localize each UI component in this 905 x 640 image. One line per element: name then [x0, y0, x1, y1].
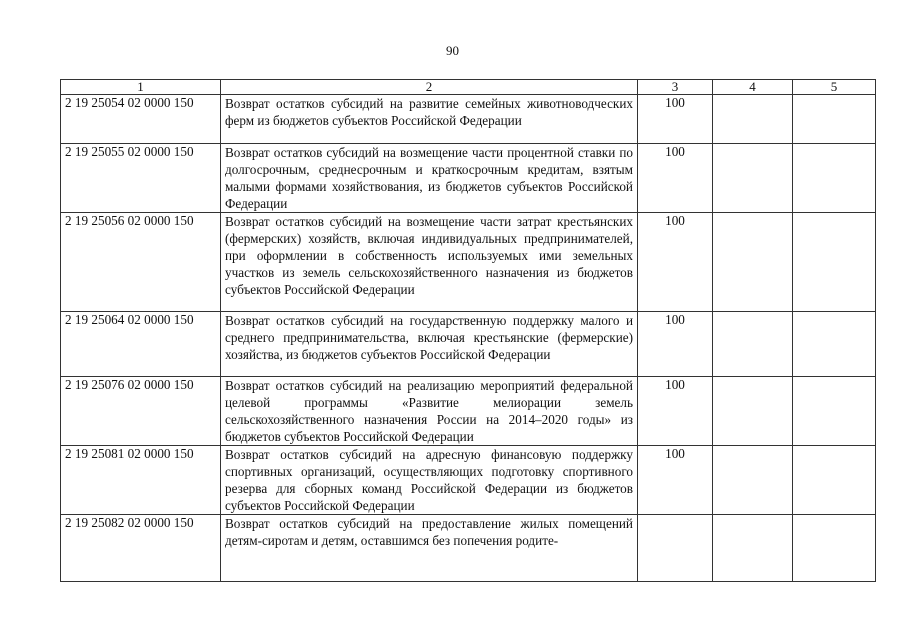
row-amount: 100	[638, 95, 713, 144]
column-header-4: 4	[713, 80, 793, 95]
row-col4	[713, 377, 793, 446]
row-amount: 100	[638, 446, 713, 515]
table-row	[61, 515, 876, 582]
table-row	[61, 144, 876, 213]
row-code: 2 19 25056 02 0000 150	[61, 213, 221, 312]
page-number: 90	[446, 43, 459, 58]
column-header-5: 5	[793, 80, 876, 95]
row-name: Возврат остатков субсидий на возмещение части процентной ставки по долгосрочным, среднесрочным и краткосрочным кредитам, взятым малыми формами хозяйствования, из бюджетов субъектов Российской Федерации	[221, 144, 638, 213]
row-code: 2 19 25082 02 0000 150	[61, 515, 221, 582]
row-col5	[793, 144, 876, 213]
row-amount	[638, 515, 713, 582]
column-header-3: 3	[638, 80, 713, 95]
row-amount: 100	[638, 377, 713, 446]
table-row	[61, 446, 876, 515]
row-amount: 100	[638, 312, 713, 377]
row-col5	[793, 312, 876, 377]
budget-codes-table	[60, 79, 876, 582]
table-row	[61, 213, 876, 312]
row-name: Возврат остатков субсидий на государственную поддержку малого и среднего предпринимательства, включая крестьянские (фермерские) хозяйства, из бюджетов субъектов Российской Федерации	[221, 312, 638, 377]
table-row	[61, 95, 876, 144]
column-header-1: 1	[61, 80, 221, 95]
row-col4	[713, 213, 793, 312]
table-row	[61, 312, 876, 377]
row-name: Возврат остатков субсидий на реализацию мероприятий федеральной целевой программы «Развитие мелиорации земель сельскохозяйственного назначения России на 2014–2020 годы» из бюджетов субъектов Российской Федерации	[221, 377, 638, 446]
column-header-2: 2	[221, 80, 638, 95]
row-col5	[793, 213, 876, 312]
row-name: Возврат остатков субсидий на предоставление жилых помещений детям-сиротам и детям, оставшимся без попечения родите-	[221, 515, 638, 582]
row-col4	[713, 312, 793, 377]
table-header-row	[61, 80, 876, 95]
row-name: Возврат остатков субсидий на адресную финансовую поддержку спортивных организаций, осуществляющих подготовку спортивного резерва для сборных команд Российской Федерации из бюджетов субъектов Российской Федерации	[221, 446, 638, 515]
row-code: 2 19 25055 02 0000 150	[61, 144, 221, 213]
row-code: 2 19 25054 02 0000 150	[61, 95, 221, 144]
row-name: Возврат остатков субсидий на развитие семейных животноводческих ферм из бюджетов субъектов Российской Федерации	[221, 95, 638, 144]
row-col4	[713, 144, 793, 213]
row-name: Возврат остатков субсидий на возмещение части затрат крестьянских (фермерских) хозяйств, включая индивидуальных предпринимателей, при оформлении в собственность используемых ими земельных участков из земель сельскохозяйственного назначения из бюджетов субъектов Российской Федерации	[221, 213, 638, 312]
table-row	[61, 377, 876, 446]
row-code: 2 19 25076 02 0000 150	[61, 377, 221, 446]
row-col4	[713, 515, 793, 582]
row-col5	[793, 446, 876, 515]
row-code: 2 19 25064 02 0000 150	[61, 312, 221, 377]
row-code: 2 19 25081 02 0000 150	[61, 446, 221, 515]
row-amount: 100	[638, 213, 713, 312]
row-col5	[793, 515, 876, 582]
row-amount: 100	[638, 144, 713, 213]
row-col4	[713, 95, 793, 144]
row-col4	[713, 446, 793, 515]
row-col5	[793, 95, 876, 144]
row-col5	[793, 377, 876, 446]
